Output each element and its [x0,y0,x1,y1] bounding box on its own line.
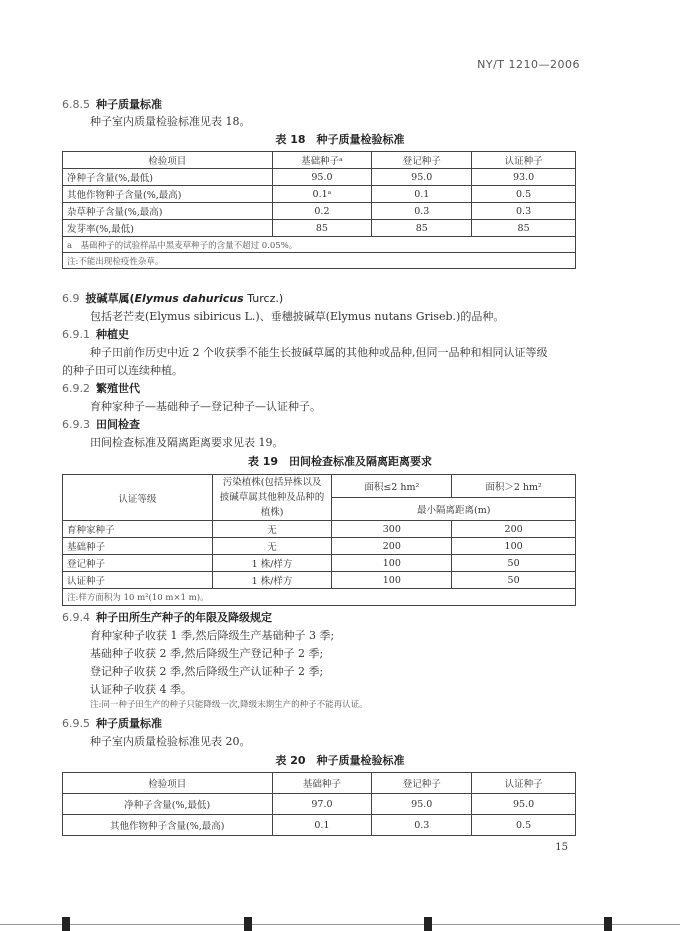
section-title: 种植史 [96,328,129,341]
table-cell: 0.5 [472,186,576,203]
table-cell: 发芽率(%,最低) [63,220,273,237]
table-cell: 育种家种子 [63,521,213,538]
table-20 [62,772,576,836]
table-cell: 0.1 [272,815,372,836]
table-cell: 净种子含量(%,最低) [63,169,273,186]
table-cell: 50 [452,572,576,589]
col-header: 面积＞2 hm² [452,475,576,498]
table-cell: 85 [272,220,372,237]
downgrade-rule: 认证种子收获 4 季。 [90,683,192,696]
table-cell: 0.3 [372,203,472,220]
section-6-9-2-text: 育种家种子—基础种子—登记种子—认证种子。 [90,400,321,413]
section-6-9-5-text: 种子室内质量检验标准见表 20。 [90,735,251,748]
table-row [63,794,576,815]
table-18-caption: 表 18 种子质量检验标准 [275,133,405,146]
binding-mark [424,917,432,931]
page-number: 15 [555,842,568,853]
table-cell: 50 [452,555,576,572]
section-title: 种子质量标准 [96,717,162,730]
table-cell: 认证种子 [63,572,213,589]
table-cell: 85 [372,220,472,237]
section-6-9-2-heading [62,380,140,396]
section-6-9-text: 包括老芒麦(Elymus sibiricus L.)、垂穗披碱草(Elymus nutans Griseb.)的品种。 [90,310,505,323]
section-number: 6.9.2 [62,382,90,395]
section-6-9-4-heading [62,609,272,625]
col-header: 基础种子ᵃ [272,152,372,169]
standard-code-header: NY/T 1210—2006 [477,58,580,71]
table-note-row [63,237,576,253]
table-cell: 0.3 [472,203,576,220]
section-6-9-1-text-1: 种子田前作历史中近 2 个收获季不能生长披碱草属的其他种或品种,但同一品种和相同认证等级 [90,346,548,359]
table-cell: 0.1 [372,186,472,203]
col-header: 登记种子 [372,152,472,169]
section-title: 种子田所生产种子的年限及降级规定 [96,611,272,624]
header-line: 污染植株(包括异株以及 [222,477,322,488]
table-cell: 0.2 [272,203,372,220]
table-header-row [63,475,576,498]
table-cell: 其他作物种子含量(%,最高) [63,815,273,836]
table-cell: 0.3 [372,815,472,836]
col-header: 检验项目 [63,773,273,794]
table-cell: 95.0 [272,169,372,186]
table-row [63,815,576,836]
table-row [63,203,576,220]
section-title: 田间检查 [96,418,140,431]
table-18 [62,151,576,269]
table-footnote-a: a 基础种子的试验样品中黑麦草种子的含量不超过 0.05%。 [63,237,576,253]
downgrade-rule: 基础种子收获 2 季,然后降级生产登记种子 2 季; [90,647,324,660]
table-cell: 无 [212,538,332,555]
table-cell: 95.0 [472,794,576,815]
table-cell: 1 株/样方 [212,572,332,589]
table-row [63,220,576,237]
col-header: 认证等级 [63,475,213,521]
table-cell: 100 [452,538,576,555]
header-line: 披碱草属其他种及品种的植株) [219,492,325,518]
table-cell: 0.1ᵃ [272,186,372,203]
binding-mark [244,917,252,931]
col-header-contaminant [212,475,332,521]
table-cell: 杂草种子含量(%,最高) [63,203,273,220]
binding-mark [604,917,612,931]
table-cell: 100 [332,555,452,572]
section-number: 6.9.3 [62,418,90,431]
binding-edge [0,908,680,931]
section-6-9-3-text: 田间检查标准及隔离距离要求见表 19。 [90,436,284,449]
section-6-9-heading [62,290,283,306]
table-row [63,555,576,572]
col-header: 基础种子 [272,773,372,794]
table-cell: 1 株/样方 [212,555,332,572]
col-header: 认证种子 [472,152,576,169]
table-cell: 95.0 [372,794,472,815]
table-19-caption: 表 19 田间检查标准及隔离距离要求 [247,455,433,468]
col-header: 面积≤2 hm² [332,475,452,498]
table-header-row [63,152,576,169]
latin-name: Elymus dahuricus [134,292,244,305]
table-cell: 登记种子 [63,555,213,572]
table-cell: 基础种子 [63,538,213,555]
table-cell: 净种子含量(%,最低) [63,794,273,815]
section-6-9-5-heading [62,715,162,731]
binding-line [0,924,680,925]
table-cell: 200 [332,538,452,555]
col-header: 最小隔离距离(m) [332,498,576,521]
table-row [63,572,576,589]
section-number: 6.9 [62,292,80,305]
table-cell: 0.5 [472,815,576,836]
table-cell: 85 [472,220,576,237]
section-number: 6.8.5 [62,98,90,111]
binding-mark [62,917,70,931]
section-6-9-1-heading [62,326,129,342]
table-note: 注:不能出现检疫性杂草。 [63,253,576,269]
section-6-9-4-note: 注:同一种子田生产的种子只能降级一次,降级末期生产的种子不能再认证。 [90,700,368,710]
table-row [63,169,576,186]
table-note: 注:样方面积为 10 m²(10 m×1 m)。 [63,589,576,606]
col-header: 认证种子 [472,773,576,794]
section-title: 披碱草属( [85,292,135,305]
col-header: 检验项目 [63,152,273,169]
table-row [63,186,576,203]
table-cell: 93.0 [472,169,576,186]
table-cell: 97.0 [272,794,372,815]
section-number: 6.9.5 [62,717,90,730]
table-20-caption: 表 20 种子质量检验标准 [275,754,405,767]
col-header: 登记种子 [372,773,472,794]
section-title: 繁殖世代 [96,382,140,395]
section-title: 种子质量标准 [96,98,162,111]
table-note-row [63,253,576,269]
table-row [63,521,576,538]
section-6-9-1-text-2: 的种子田可以连续种植。 [62,364,183,377]
table-19 [62,474,576,606]
table-cell: 无 [212,521,332,538]
table-cell: 200 [452,521,576,538]
table-cell: 其他作物种子含量(%,最高) [63,186,273,203]
section-6-9-3-heading [62,416,140,432]
downgrade-rule: 育种家种子收获 1 季,然后降级生产基础种子 3 季; [90,629,335,642]
downgrade-rule: 登记种子收获 2 季,然后降级生产认证种子 2 季; [90,665,324,678]
table-row [63,538,576,555]
table-cell: 95.0 [372,169,472,186]
table-header-row [63,773,576,794]
section-6-8-5-text: 种子室内质量检验标准见表 18。 [90,115,251,128]
section-number: 6.9.4 [62,611,90,624]
section-number: 6.9.1 [62,328,90,341]
author-abbrev: Turcz.) [243,292,284,305]
section-6-8-5-heading [62,96,162,112]
table-cell: 300 [332,521,452,538]
table-note-row [63,589,576,606]
table-cell: 100 [332,572,452,589]
